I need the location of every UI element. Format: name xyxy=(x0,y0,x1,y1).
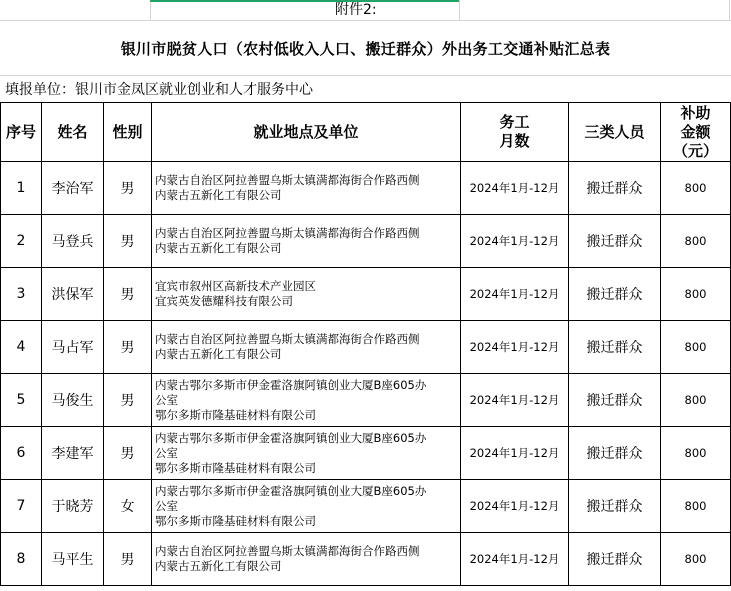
header-seq[interactable]: 序号 xyxy=(1,103,42,162)
cell-gender[interactable]: 男 xyxy=(104,374,152,427)
cell-name[interactable]: 李建军 xyxy=(42,427,104,480)
cell-seq[interactable]: 6 xyxy=(1,427,42,480)
cell-category[interactable]: 搬迁群众 xyxy=(569,268,661,321)
attachment-label[interactable]: 附件2: xyxy=(335,2,377,18)
cell-months[interactable]: 2024年1月-12月 xyxy=(461,533,569,586)
cell-months[interactable]: 2024年1月-12月 xyxy=(461,374,569,427)
cell-name[interactable]: 李治军 xyxy=(42,162,104,215)
cell-seq[interactable]: 2 xyxy=(1,215,42,268)
table-row xyxy=(1,268,731,321)
cell-gender[interactable]: 男 xyxy=(104,268,152,321)
place-address: 内蒙古自治区阿拉善盟乌斯太镇满都海街合作路西侧 xyxy=(155,226,420,240)
table-row xyxy=(1,215,731,268)
header-gender[interactable]: 性别 xyxy=(104,103,152,162)
cell-seq[interactable]: 5 xyxy=(1,374,42,427)
place-company: 内蒙古五新化工有限公司 xyxy=(155,559,282,573)
header-category[interactable]: 三类人员 xyxy=(569,103,661,162)
cell-amount[interactable]: 800 xyxy=(661,162,731,215)
table-row xyxy=(1,162,731,215)
place-address: 内蒙古自治区阿拉善盟乌斯太镇满都海街合作路西侧 xyxy=(155,173,420,187)
cell-place[interactable] xyxy=(152,427,461,480)
cell-place[interactable] xyxy=(152,374,461,427)
header-months[interactable] xyxy=(461,103,569,162)
table-row xyxy=(1,427,731,480)
cell-amount[interactable]: 800 xyxy=(661,427,731,480)
cell-amount[interactable]: 800 xyxy=(661,268,731,321)
cell-amount[interactable]: 800 xyxy=(661,480,731,533)
place-address: 内蒙古鄂尔多斯市伊金霍洛旗阿镇创业大厦B座605办 xyxy=(155,377,427,392)
cell-category[interactable]: 搬迁群众 xyxy=(569,321,661,374)
header-amount-line2: 金额 xyxy=(680,122,711,141)
cell-seq[interactable]: 1 xyxy=(1,162,42,215)
cell-months[interactable]: 2024年1月-12月 xyxy=(461,215,569,268)
cell-seq[interactable]: 7 xyxy=(1,480,42,533)
cell-amount[interactable]: 800 xyxy=(661,374,731,427)
cell-category[interactable]: 搬迁群众 xyxy=(569,215,661,268)
place-company: 鄂尔多斯市隆基硅材料有限公司 xyxy=(155,460,316,475)
subsidy-table xyxy=(0,102,731,586)
cell-amount[interactable]: 800 xyxy=(661,321,731,374)
divider xyxy=(0,75,731,76)
table-row xyxy=(1,374,731,427)
grid-line xyxy=(150,0,151,20)
sheet-top-row[interactable] xyxy=(0,0,731,21)
cell-gender[interactable]: 男 xyxy=(104,533,152,586)
place-company: 鄂尔多斯市隆基硅材料有限公司 xyxy=(155,407,316,422)
place-address-cont: 公室 xyxy=(155,392,178,407)
header-place[interactable]: 就业地点及单位 xyxy=(152,103,461,162)
reporting-unit[interactable]: 填报单位：银川市金凤区就业创业和人才服务中心 xyxy=(5,82,313,98)
cell-name[interactable]: 于晓芳 xyxy=(42,480,104,533)
cell-seq[interactable]: 8 xyxy=(1,533,42,586)
table-row xyxy=(1,533,731,586)
table-row xyxy=(1,480,731,533)
place-address: 内蒙古鄂尔多斯市伊金霍洛旗阿镇创业大厦B座605办 xyxy=(155,483,427,498)
cell-months[interactable]: 2024年1月-12月 xyxy=(461,480,569,533)
header-amount[interactable] xyxy=(661,103,731,162)
place-company: 内蒙古五新化工有限公司 xyxy=(155,241,282,255)
cell-amount[interactable]: 800 xyxy=(661,215,731,268)
cell-name[interactable]: 马登兵 xyxy=(42,215,104,268)
cell-category[interactable]: 搬迁群众 xyxy=(569,162,661,215)
cell-months[interactable]: 2024年1月-12月 xyxy=(461,268,569,321)
header-amount-line1: 补助 xyxy=(680,103,711,122)
cell-category[interactable]: 搬迁群众 xyxy=(569,374,661,427)
cell-place[interactable] xyxy=(152,162,461,215)
place-company: 内蒙古五新化工有限公司 xyxy=(155,347,282,361)
header-name[interactable]: 姓名 xyxy=(42,103,104,162)
grid-line xyxy=(729,0,730,20)
header-amount-line3: （元） xyxy=(672,141,718,160)
cell-months[interactable]: 2024年1月-12月 xyxy=(461,321,569,374)
place-company: 内蒙古五新化工有限公司 xyxy=(155,188,282,202)
cell-name[interactable]: 马平生 xyxy=(42,533,104,586)
place-company: 鄂尔多斯市隆基硅材料有限公司 xyxy=(155,513,316,528)
cell-months[interactable]: 2024年1月-12月 xyxy=(461,427,569,480)
header-row xyxy=(1,103,731,162)
cell-gender[interactable]: 女 xyxy=(104,480,152,533)
cell-name[interactable]: 洪保军 xyxy=(42,268,104,321)
cell-category[interactable]: 搬迁群众 xyxy=(569,480,661,533)
cell-amount[interactable]: 800 xyxy=(661,533,731,586)
place-address: 宜宾市叙州区高新技术产业园区 xyxy=(155,279,316,293)
cell-months[interactable]: 2024年1月-12月 xyxy=(461,162,569,215)
cell-gender[interactable]: 男 xyxy=(104,321,152,374)
cell-seq[interactable]: 4 xyxy=(1,321,42,374)
place-address-cont: 公室 xyxy=(155,498,178,513)
cell-category[interactable]: 搬迁群众 xyxy=(569,533,661,586)
cell-gender[interactable]: 男 xyxy=(104,162,152,215)
header-months-line2: 月数 xyxy=(499,132,530,150)
cell-selection-outline xyxy=(150,0,459,2)
cell-gender[interactable]: 男 xyxy=(104,427,152,480)
place-address: 内蒙古鄂尔多斯市伊金霍洛旗阿镇创业大厦B座605办 xyxy=(155,430,427,445)
grid-line xyxy=(459,0,460,20)
cell-name[interactable]: 马俊生 xyxy=(42,374,104,427)
place-address-cont: 公室 xyxy=(155,445,178,460)
cell-place[interactable] xyxy=(152,480,461,533)
cell-gender[interactable]: 男 xyxy=(104,215,152,268)
cell-place[interactable] xyxy=(152,533,461,586)
sheet-title[interactable]: 银川市脱贫人口（农村低收入人口、搬迁群众）外出务工交通补贴汇总表 xyxy=(120,39,611,58)
table-row xyxy=(1,321,731,374)
cell-name[interactable]: 马占军 xyxy=(42,321,104,374)
place-address: 内蒙古自治区阿拉善盟乌斯太镇满都海街合作路西侧 xyxy=(155,332,420,346)
cell-seq[interactable]: 3 xyxy=(1,268,42,321)
place-company: 宜宾英发德耀科技有限公司 xyxy=(155,294,293,308)
header-months-line1: 务工 xyxy=(499,113,530,131)
cell-place[interactable] xyxy=(152,321,461,374)
cell-category[interactable]: 搬迁群众 xyxy=(569,427,661,480)
cell-place[interactable] xyxy=(152,215,461,268)
cell-place[interactable] xyxy=(152,268,461,321)
place-address: 内蒙古自治区阿拉善盟乌斯太镇满都海街合作路西侧 xyxy=(155,544,420,558)
